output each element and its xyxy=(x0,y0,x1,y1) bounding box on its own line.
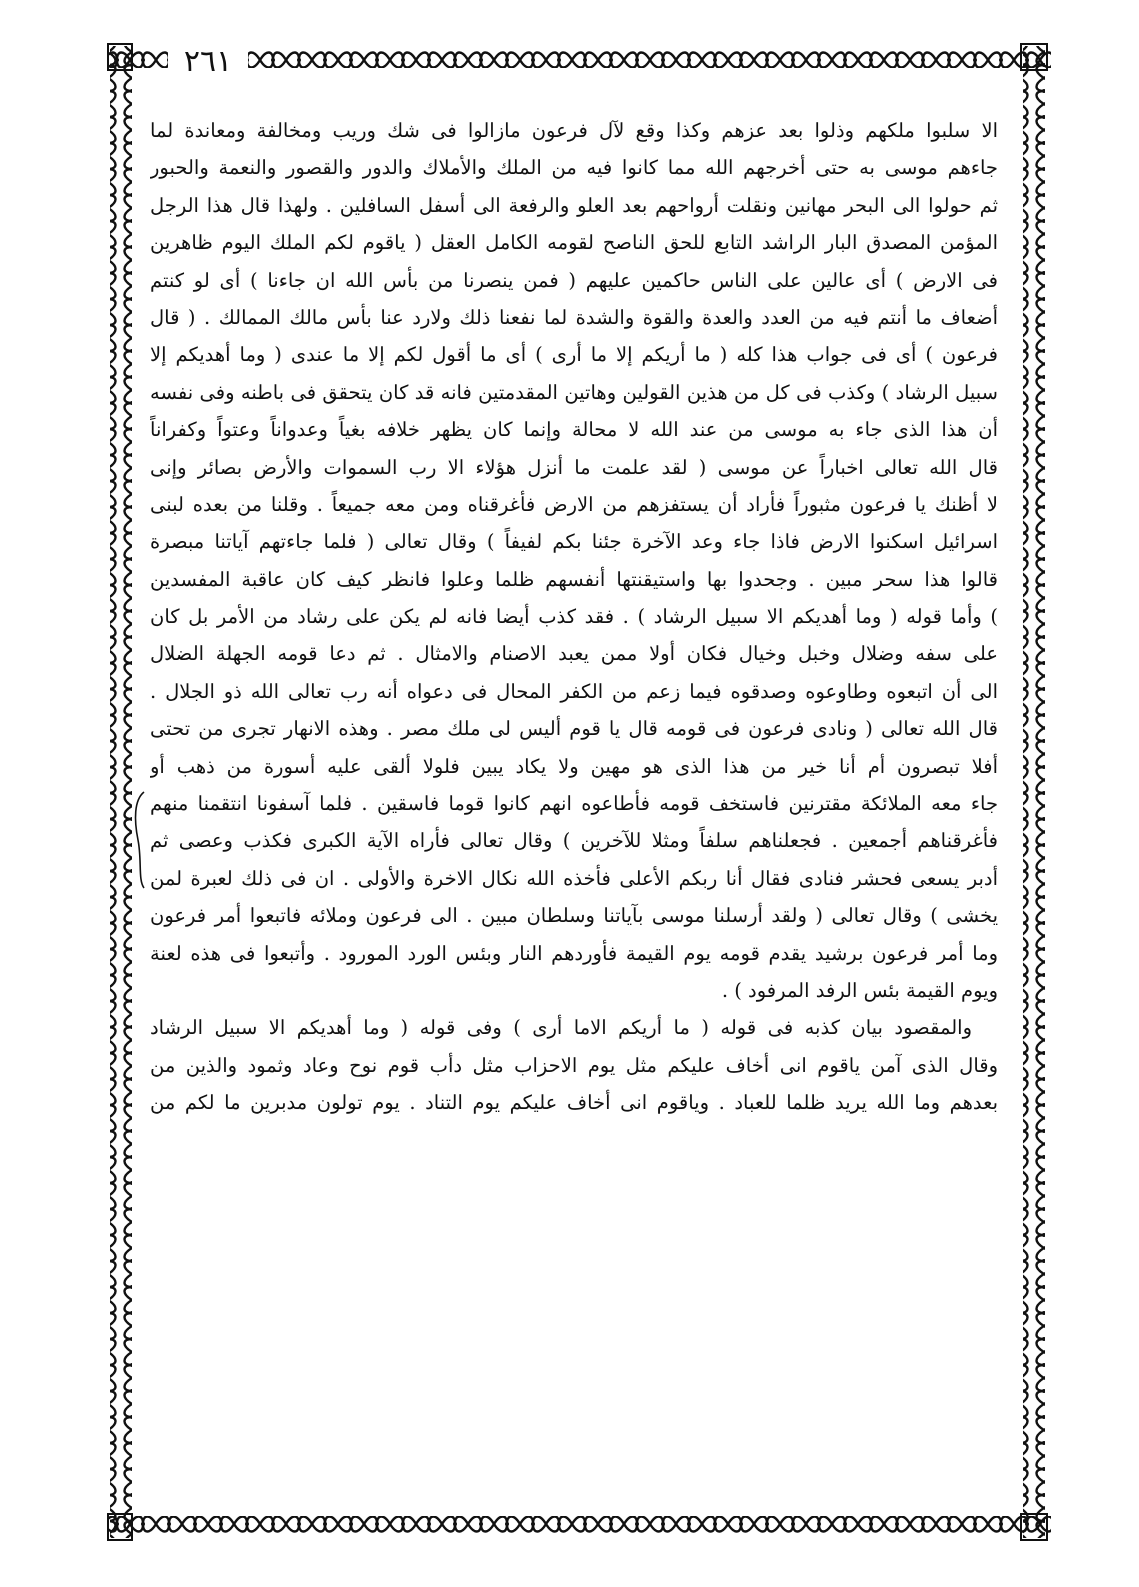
text-line: قال الله تعالى ( ونادى فرعون فى قومه قال يا قوم أليس لى ملك مصر . وهذه الانهار تجرى من تحتى xyxy=(150,717,998,741)
text-line: يخشى ) وقال تعالى ( ولقد أرسلنا موسى بآياتنا وسلطان مبين . الى فرعون وملائه فاتبعوا أمر فرعون xyxy=(150,904,998,928)
main-text-block xyxy=(150,112,998,1502)
text-line: قالوا هذا سحر مبين . وجحدوا بها واستيقنتها أنفسهم ظلما وعلوا فانظر كيف كان عاقبة المفسدين xyxy=(150,567,998,591)
text-line: أفلا تبصرون أم أنا خير من هذا الذى هو مهين ولا يكاد يبين فلولا ألقى عليه أسورة من ذهب أو xyxy=(150,754,998,778)
text-line: أن هذا الذى جاء به موسى من عند الله لا محالة وإنما كان يظهر خلافه بغياً وعدواناً وعتواً وكفراناً xyxy=(150,418,998,442)
text-line: لا أظنك يا فرعون مثبوراً فأراد أن يستفزهم من الارض فأغرقناه ومن معه جميعاً . وقلنا من بعده لبنى xyxy=(150,492,998,516)
margin-bracket-mark xyxy=(128,790,148,890)
text-line: سبيل الرشاد ) وكذب فى كل من هذين القولين وهاتين المقدمتين فانه قد كان يتحقق فى باطنه وفى نفسه xyxy=(150,380,998,404)
text-line: جاءهم موسى به حتى أخرجهم الله مما كانوا فيه من الملك والأملاك والدور والقصور والنعمة والحبور xyxy=(150,156,998,180)
text-line: ) وأما قوله ( وما أهديكم الا سبيل الرشاد ) . فقد كذب أيضا فانه لم يكن على رشاد من الأمر بل كان xyxy=(150,605,998,629)
text-line: وما أمر فرعون برشيد يقدم قومه يوم القيمة فأوردهم النار وبئس الورد المورود . وأتبعوا فى هذه لعنة xyxy=(150,941,998,965)
text-line: الا سلبوا ملكهم وذلوا بعد عزهم وكذا وقع لآل فرعون مازالوا فى شك وريب ومخالفة ومعاندة لما xyxy=(150,119,998,142)
text-line: قال الله تعالى اخباراً عن موسى ( لقد علمت ما أنزل هؤلاء الا رب السموات والأرض بصائر وإنى xyxy=(150,455,998,479)
text-line: فى الارض ) أى عالين على الناس حاكمين عليهم ( فمن ينصرنا من بأس الله ان جاءنا ) أى لو كنتم xyxy=(150,268,998,292)
text-line: بعدهم وما الله يريد ظلما للعباد . وياقوم انى أخاف عليكم يوم التناد . يوم تولون مدبرين ما لكم من xyxy=(150,1091,998,1115)
page-number: ٢٦١ xyxy=(168,42,248,82)
text-line: على سفه وضلال وخبل وخيال فكان أولا ممن يعبد الاصنام والامثال . ثم دعا قومه الجهلة الضلال xyxy=(150,642,998,666)
text-line: أضعاف ما أنتم فيه من العدد والعدة والقوة والشدة لما نفعنا ذلك ولارد عنا بأس مالك الممالك . ( قال xyxy=(150,305,998,329)
text-line: ثم حولوا الى البحر مهانين ونقلت أرواحهم بعد العلو والرفعة الى أسفل السافلين . ولهذا قال هذا الرجل xyxy=(150,193,998,217)
text-line: جاء معه الملائكة مقترنين فاستخف قومه فأطاعوه انهم كانوا قوما فاسقين . فلما آسفونا انتقمنا منهم xyxy=(150,792,998,816)
text-line: فرعون ) أى فى جواب هذا كله ( ما أريكم إلا ما أرى ) أى ما أقول لكم إلا ما عندى ( وما أهديكم إلا xyxy=(150,343,998,367)
text-line: والمقصود بيان كذبه فى قوله ( ما أريكم الاما أرى ) وفى قوله ( وما أهديكم الا سبيل الرشاد xyxy=(150,1016,972,1040)
text-line: فأغرقناهم أجمعين . فجعلناهم سلفاً ومثلا للآخرين ) وقال تعالى فأراه الآية الكبرى فكذب وعصى ثم xyxy=(150,829,998,853)
text-line: ويوم القيمة بئس الرفد المرفود ) . xyxy=(721,978,998,1002)
text-line: وقال الذى آمن ياقوم انى أخاف عليكم مثل يوم الاحزاب مثل دأب قوم نوح وعاد وثمود والذين من xyxy=(150,1053,998,1077)
text-line: المؤمن المصدق البار الراشد التابع للحق الناصح لقومه الكامل العقل ( ياقوم لكم الملك اليوم ظاهرين xyxy=(150,231,998,255)
text-line: اسرائيل اسكنوا الارض فاذا جاء وعد الآخرة جئنا بكم لفيفاً ) وقال تعالى ( فلما جاءتهم آياتنا مبصرة xyxy=(150,530,998,554)
text-line: الى أن اتبعوه وطاوعوه وصدقوه فيما زعم من الكفر المحال فى دعواه أنه رب تعالى الله ذو الجلال . xyxy=(150,679,998,703)
text-line: أدبر يسعى فحشر فنادى فقال أنا ربكم الأعلى فأخذه الله نكال الاخرة والأولى . ان فى ذلك لعبرة لمن xyxy=(150,866,998,890)
